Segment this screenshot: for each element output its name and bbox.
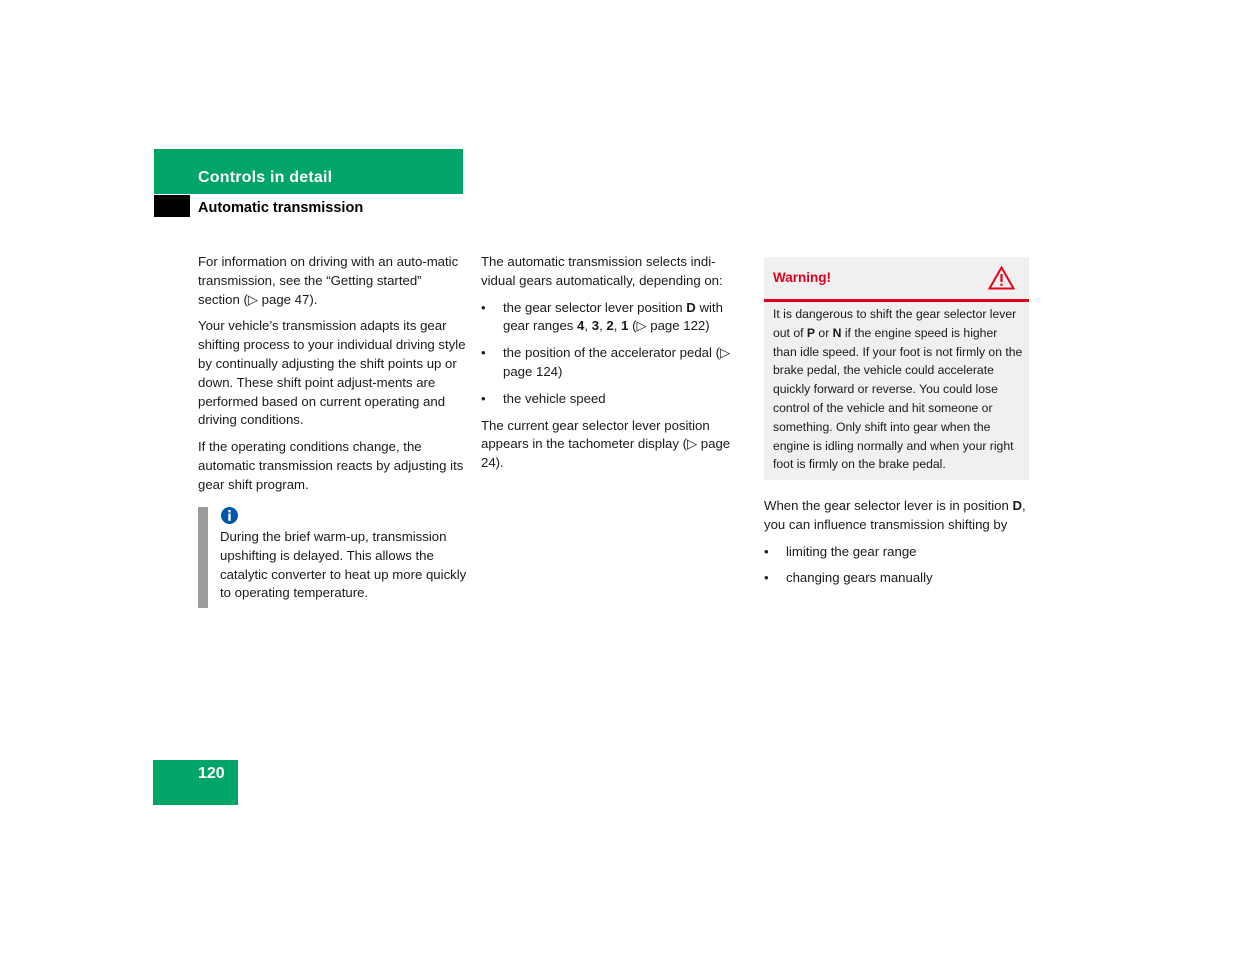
list-item: • changing gears manually [764,569,1032,588]
paragraph: When the gear selector lever is in position D, you can influence transmission shifting by [764,498,1026,532]
column-2 [481,253,749,481]
info-icon [221,507,238,524]
column-1 [198,253,466,503]
bullet: • [481,345,486,361]
note-text: During the brief warm-up, transmission upshifting is delayed. This allows the catalytic converter to heat up more quickly to operating temperature. [220,529,467,601]
list-item: • the gear selector lever position D with gear ranges 4, 3, 2, 1 (▷ page 122) [481,299,723,334]
subsection-title: Automatic transmission [198,200,364,216]
warning-box [764,257,1029,480]
info-note [198,507,466,608]
list-item: • limiting the gear range [764,543,1032,562]
warning-triangle-icon [988,266,1015,290]
list-item: • the vehicle speed [481,390,749,409]
page-number: 120 [198,765,225,782]
bullet: • [481,299,486,315]
bullet: • [481,390,486,406]
column-3 [764,497,1032,596]
section-marker [154,195,190,217]
note-bar [198,507,208,608]
bullet: • [764,543,769,559]
warning-header [764,257,1029,299]
warning-rule [764,299,1029,302]
paragraph: Your vehicle’s transmission adapts its gear shifting process to your individual driving style by continually adjusting the shift points up or down. These shift point adjust-ments are performed based on current operating and driving conditions. [198,318,466,428]
bullet-list [764,543,1032,589]
paragraph: The current gear selector lever position appears in the tachometer display (▷ page 24). [481,417,731,471]
warning-title: Warning! [773,270,831,285]
bullet: • [764,570,769,586]
warning-text: It is dangerous to shift the gear selector lever out of P or N if the engine speed is higher than idle speed. If your foot is not firmly on the brake pedal, the vehicle could accelerate quickly forward or reverse. You could lose control of the vehicle and hit someone or something. Only shift into gear when the engine is idling normally and when your right foot is firmly on the brake pedal. [773,307,1023,472]
section-title: Controls in detail [198,169,333,186]
paragraph: If the operating conditions change, the automatic transmission reacts by adjusting its gear shift program. [198,439,464,492]
page-number-box [153,760,238,805]
paragraph: The automatic transmission selects indi-vidual gears automatically, depending on: [481,254,723,288]
list-item: • the position of the accelerator pedal (▷ page 124) [481,345,731,379]
bullet-list [481,299,749,409]
paragraph: For information on driving with an auto-matic transmission, see the “Getting started” section (▷ page 47). [198,254,459,307]
